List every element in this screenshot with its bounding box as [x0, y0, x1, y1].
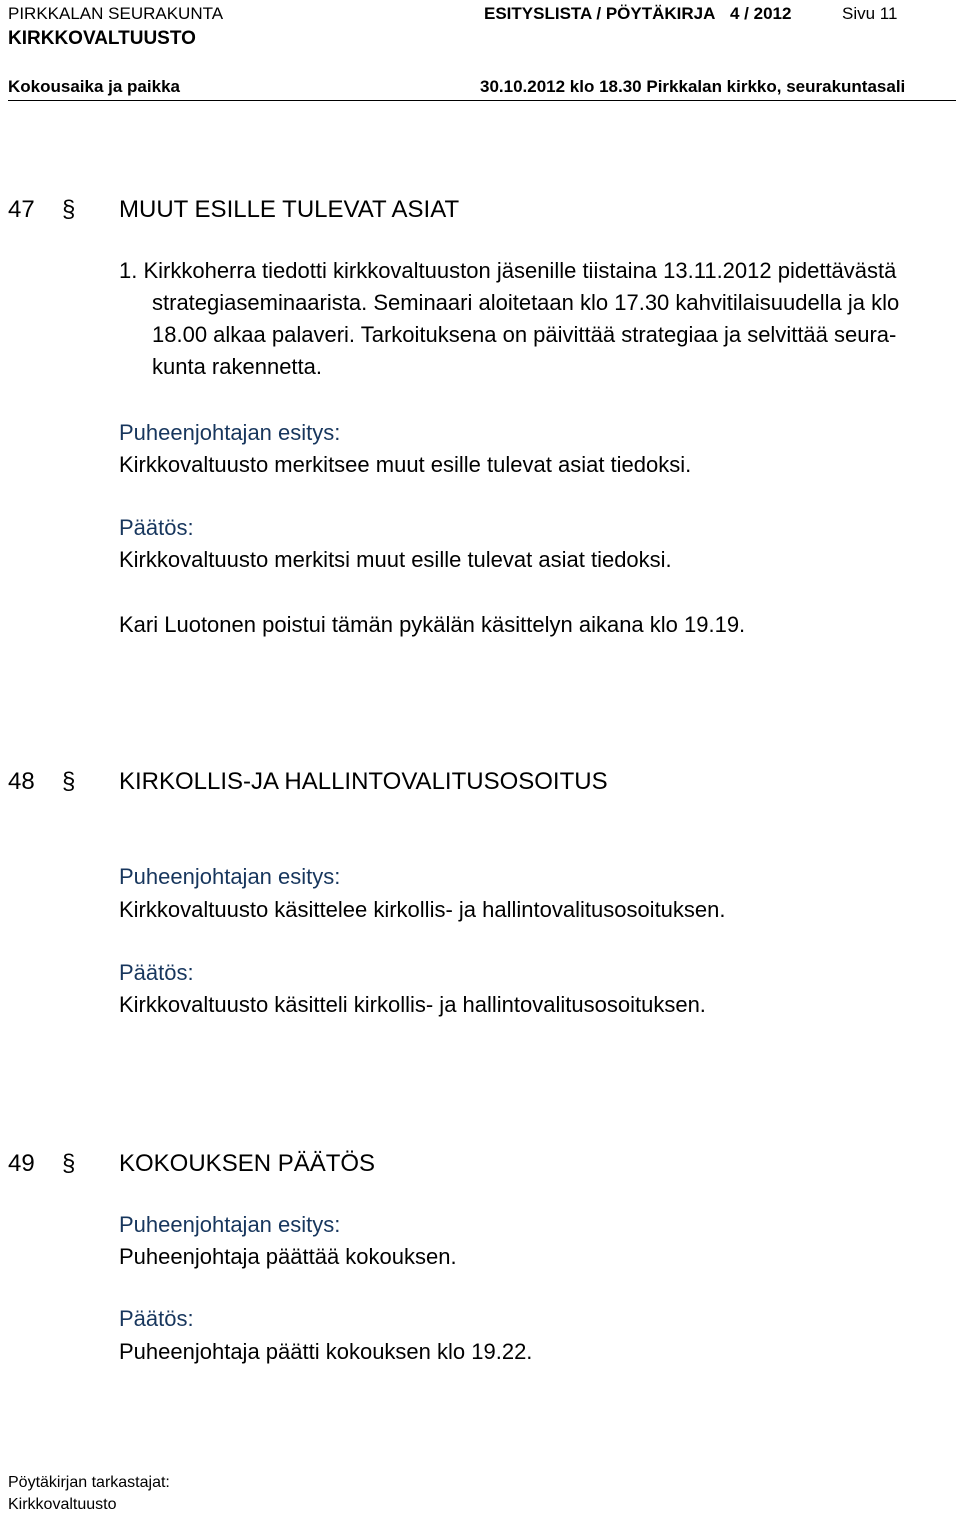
decision-text: Kirkkovaltuusto merkitsi muut esille tulevat asiat tiedoksi.: [119, 547, 672, 572]
section-sign: §: [62, 768, 76, 795]
proposal-text: Puheenjohtaja päättää kokouksen.: [119, 1244, 457, 1269]
proposal-text: Kirkkovaltuusto käsittelee kirkollis- ja hallintovalitusosoituksen.: [119, 897, 726, 922]
footer-label: Pöytäkirjan tarkastajat:: [8, 1474, 170, 1491]
section-title: MUUT ESILLE TULEVAT ASIAT: [119, 196, 460, 223]
item-line: 18.00 alkaa palaveri. Tarkoituksena on päivittää strategiaa ja selvittää seura-: [152, 322, 897, 347]
page-number: Sivu 11: [842, 4, 898, 23]
section-number: 49: [8, 1150, 35, 1177]
section-sign: §: [62, 196, 76, 223]
decision-label: Päätös:: [119, 1306, 194, 1331]
section-number: 48: [8, 768, 35, 795]
section-sign: §: [62, 1150, 76, 1177]
section-title: KOKOUKSEN PÄÄTÖS: [119, 1150, 376, 1177]
note-text: Kari Luotonen poistui tämän pykälän käsittelyn aikana klo 19.19.: [119, 612, 746, 637]
footer-body: Kirkkovaltuusto: [8, 1496, 117, 1513]
document-number: 4 / 2012: [730, 4, 792, 23]
decision-text: Kirkkovaltuusto käsitteli kirkollis- ja hallintovalitusosoituksen.: [119, 992, 706, 1017]
decision-label: Päätös:: [119, 515, 194, 540]
decision-label: Päätös:: [119, 960, 194, 985]
body-name: KIRKKOVALTUUSTO: [8, 28, 196, 49]
proposal-label: Puheenjohtajan esitys:: [119, 1212, 341, 1237]
proposal-text: Kirkkovaltuusto merkitsee muut esille tulevat asiat tiedoksi.: [119, 452, 692, 477]
document-type: ESITYSLISTA / PÖYTÄKIRJA: [484, 4, 716, 23]
decision-text: Puheenjohtaja päätti kokouksen klo 19.22.: [119, 1339, 533, 1364]
section-number: 47: [8, 196, 35, 223]
item-line: strategiaseminaarista. Seminaari aloitetaan klo 17.30 kahvitilaisuudella ja klo: [152, 290, 900, 315]
section-title: KIRKOLLIS-JA HALLINTOVALITUSOSOITUS: [119, 768, 608, 795]
meeting-label: Kokousaika ja paikka: [8, 77, 180, 96]
proposal-label: Puheenjohtajan esitys:: [119, 420, 341, 445]
proposal-label: Puheenjohtajan esitys:: [119, 864, 341, 889]
item-line: 1. Kirkkoherra tiedotti kirkkovaltuuston jäsenille tiistaina 13.11.2012 pidettävästä: [119, 258, 897, 283]
header-divider: [8, 100, 956, 101]
item-line: kunta rakennetta.: [152, 354, 323, 379]
meeting-time-place: 30.10.2012 klo 18.30 Pirkkalan kirkko, seurakuntasali: [480, 77, 906, 96]
org-name: PIRKKALAN SEURAKUNTA: [8, 4, 224, 23]
